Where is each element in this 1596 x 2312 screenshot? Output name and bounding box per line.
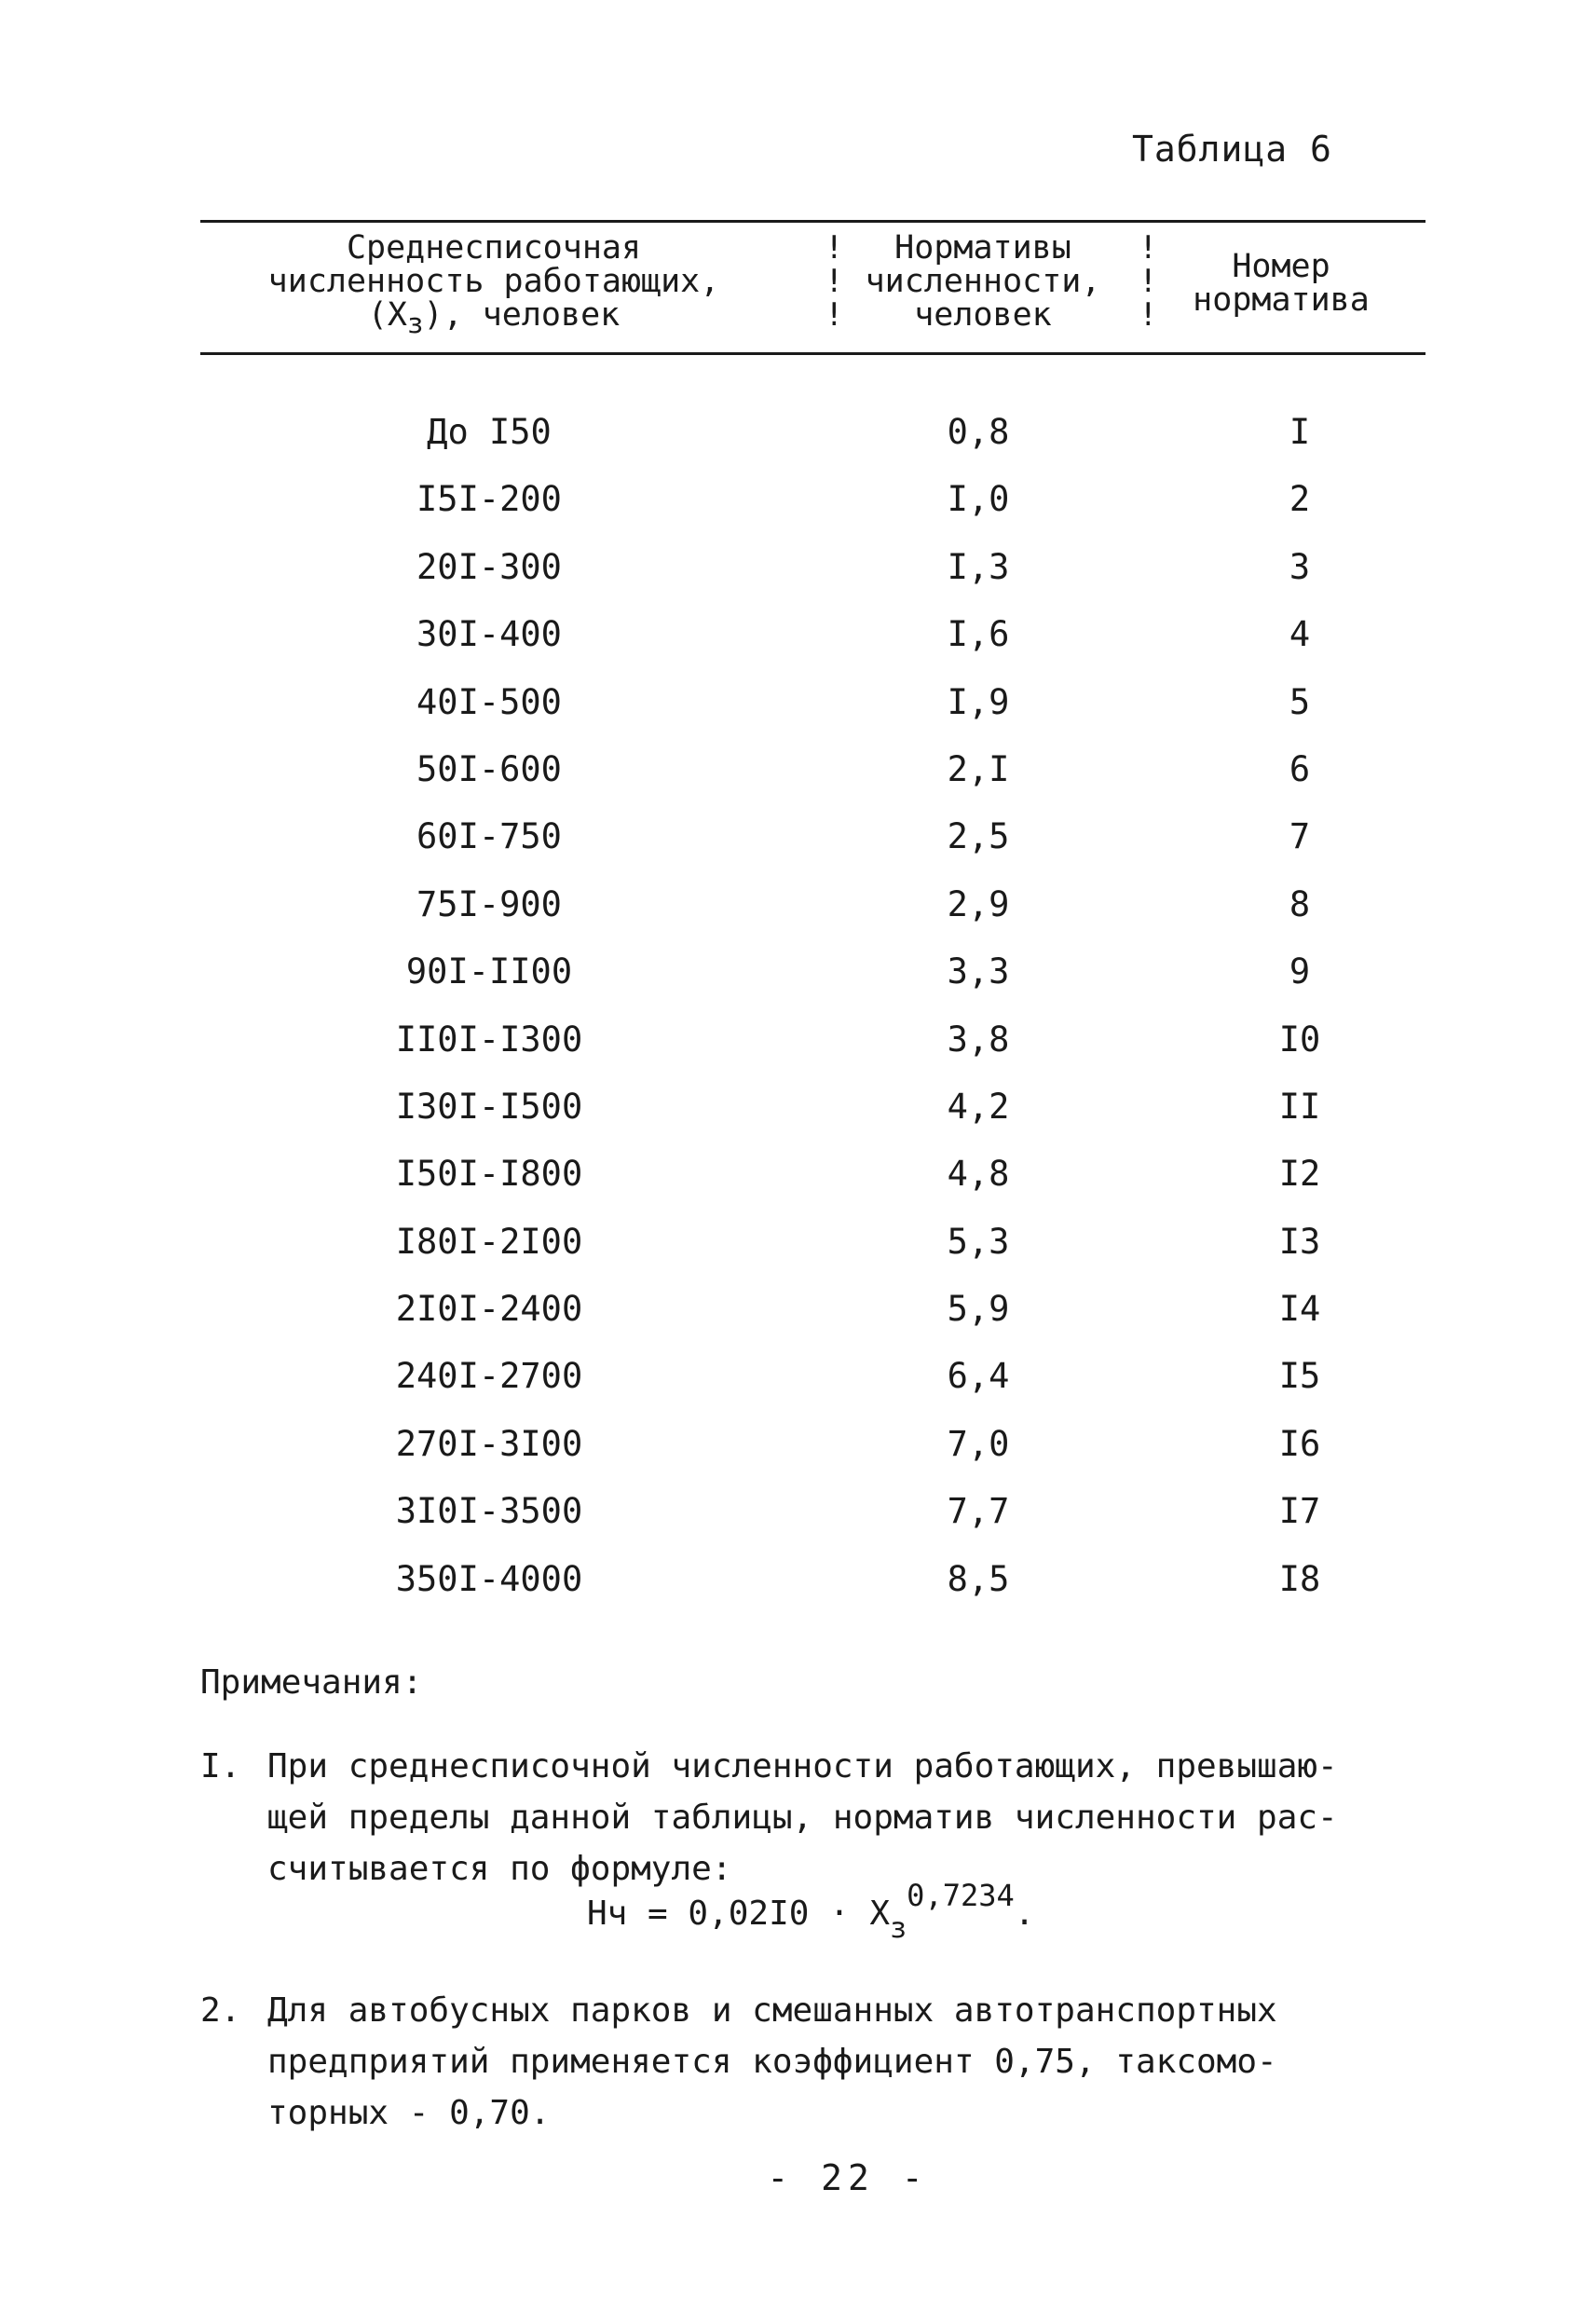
- headcount-formula: [587, 1878, 1035, 1945]
- table-row: [200, 749, 1425, 816]
- header-average-headcount: [233, 231, 755, 340]
- note-2-line: предприятий применяется коэффициент 0,75, таксомо-: [267, 2043, 1277, 2081]
- cell-number: I4: [1278, 1289, 1321, 1330]
- header-separator-2: ! ! !: [1139, 229, 1158, 334]
- cell-number: 8: [1289, 883, 1311, 924]
- header-col3-line1: Номер: [1232, 248, 1330, 285]
- cell-norm: I,3: [947, 546, 1010, 587]
- cell-norm: 5,3: [947, 1221, 1010, 1262]
- cell-number: II: [1278, 1086, 1321, 1127]
- cell-range: II0I-I300: [395, 1019, 583, 1060]
- cell-norm: 7,0: [947, 1423, 1010, 1464]
- cell-number: I: [1289, 412, 1311, 452]
- table-row: [200, 479, 1425, 546]
- table-row: [200, 412, 1425, 479]
- cell-number: 4: [1289, 614, 1311, 655]
- cell-range: 270I-3I00: [395, 1423, 583, 1464]
- note-1-line: считывается по формуле:: [267, 1850, 732, 1888]
- cell-range: 40I-500: [416, 681, 562, 722]
- cell-range: До I50: [427, 412, 552, 452]
- cell-norm: 2,9: [947, 883, 1010, 924]
- header-col2-line3: человек: [914, 296, 1052, 334]
- table-row: [200, 547, 1425, 614]
- table-row: [200, 1356, 1425, 1423]
- cell-number: I7: [1278, 1491, 1321, 1532]
- cell-range: 75I-900: [416, 883, 562, 924]
- cell-norm: 7,7: [947, 1491, 1010, 1532]
- cell-range: 50I-600: [416, 748, 562, 789]
- table-row: [200, 951, 1425, 1019]
- table-row: [200, 682, 1425, 749]
- cell-range: I5I-200: [416, 479, 562, 520]
- header-col1-line2: численность работающих,: [267, 263, 720, 300]
- cell-norm: I,0: [947, 479, 1010, 520]
- cell-range: 350I-4000: [395, 1558, 583, 1599]
- cell-number: I3: [1278, 1221, 1321, 1262]
- cell-norm: 6,4: [947, 1356, 1010, 1397]
- cell-number: I8: [1278, 1558, 1321, 1599]
- table-row: [200, 1491, 1425, 1558]
- cell-norm: 3,8: [947, 1019, 1010, 1060]
- table-row: [200, 1154, 1425, 1221]
- header-col2-line1: Нормативы: [894, 229, 1071, 267]
- table-row: [200, 884, 1425, 951]
- table-row: [200, 1087, 1425, 1154]
- cell-range: I50I-I800: [395, 1154, 583, 1195]
- note-2-line: Для автобусных парков и смешанных автотранспортных: [267, 1991, 1277, 2030]
- cell-norm: I,6: [947, 614, 1010, 655]
- header-col3-line2: норматива: [1193, 281, 1370, 319]
- cell-norm: 5,9: [947, 1289, 1010, 1330]
- formula-lhs: Нч = 0,02I0 · Х: [587, 1895, 891, 1933]
- note-1-line: При среднесписочной численности работающих, превышаю-: [267, 1747, 1338, 1785]
- note-2-number: 2.: [200, 1991, 241, 2030]
- table-row: [200, 614, 1425, 681]
- header-col2-line2: численности,: [865, 263, 1101, 300]
- cell-number: 5: [1289, 681, 1311, 722]
- cell-number: 7: [1289, 816, 1311, 857]
- cell-range: I80I-2I00: [395, 1221, 583, 1262]
- header-col1-line1: Среднесписочная: [346, 229, 642, 267]
- notes-title: Примечания:: [200, 1663, 423, 1702]
- cell-norm: 2,I: [947, 748, 1010, 789]
- cell-number: I5: [1278, 1356, 1321, 1397]
- note-2-line: торных - 0,70.: [267, 2094, 551, 2132]
- formula-subscript: з: [890, 1912, 907, 1945]
- cell-norm: I,9: [947, 681, 1010, 722]
- cell-number: I0: [1278, 1019, 1321, 1060]
- table-row: [200, 1424, 1425, 1491]
- table-label: Таблица 6: [1132, 129, 1332, 170]
- cell-range: 3I0I-3500: [395, 1491, 583, 1532]
- page-number: - 22 -: [767, 2157, 929, 2198]
- cell-range: 240I-2700: [395, 1356, 583, 1397]
- table-top-rule: [200, 220, 1425, 223]
- cell-number: 6: [1289, 748, 1311, 789]
- header-col1-unit: ), человек: [423, 296, 621, 334]
- header-col1-x-subscript: з: [406, 308, 424, 339]
- header-col1-line3: [233, 298, 755, 340]
- header-col1-x: (Х: [367, 296, 407, 334]
- header-norm-number: [1155, 250, 1407, 317]
- cell-number: 2: [1289, 479, 1311, 520]
- cell-norm: 4,8: [947, 1154, 1010, 1195]
- cell-range: 60I-750: [416, 816, 562, 857]
- cell-norm: 2,5: [947, 816, 1010, 857]
- cell-number: 3: [1289, 546, 1311, 587]
- table-row: [200, 1019, 1425, 1087]
- cell-number: I2: [1278, 1154, 1321, 1195]
- table-row: [200, 1289, 1425, 1356]
- cell-range: 90I-II00: [405, 951, 573, 992]
- cell-norm: 0,8: [947, 412, 1010, 452]
- cell-number: 9: [1289, 951, 1311, 992]
- note-1-text: [267, 1741, 1572, 1895]
- table-row: [200, 1559, 1425, 1626]
- note-1-line: щей пределы данной таблицы, норматив численности рас-: [267, 1799, 1338, 1837]
- table-header-rule: [200, 352, 1425, 355]
- cell-range: 2I0I-2400: [395, 1289, 583, 1330]
- cell-norm: 3,3: [947, 951, 1010, 992]
- note-1-number: I.: [200, 1747, 241, 1785]
- table-body: [200, 412, 1425, 1626]
- cell-number: I6: [1278, 1423, 1321, 1464]
- cell-range: 20I-300: [416, 546, 562, 587]
- header-headcount-norms: [843, 231, 1123, 332]
- table-row: [200, 816, 1425, 883]
- cell-norm: 4,2: [947, 1086, 1010, 1127]
- cell-norm: 8,5: [947, 1558, 1010, 1599]
- cell-range: 30I-400: [416, 614, 562, 655]
- header-separator-1: ! ! !: [825, 229, 844, 334]
- cell-range: I30I-I500: [395, 1086, 583, 1127]
- note-2-text: [267, 1985, 1572, 2139]
- formula-end: .: [1014, 1895, 1035, 1933]
- table-row: [200, 1222, 1425, 1289]
- formula-exponent: 0,7234: [907, 1878, 1015, 1913]
